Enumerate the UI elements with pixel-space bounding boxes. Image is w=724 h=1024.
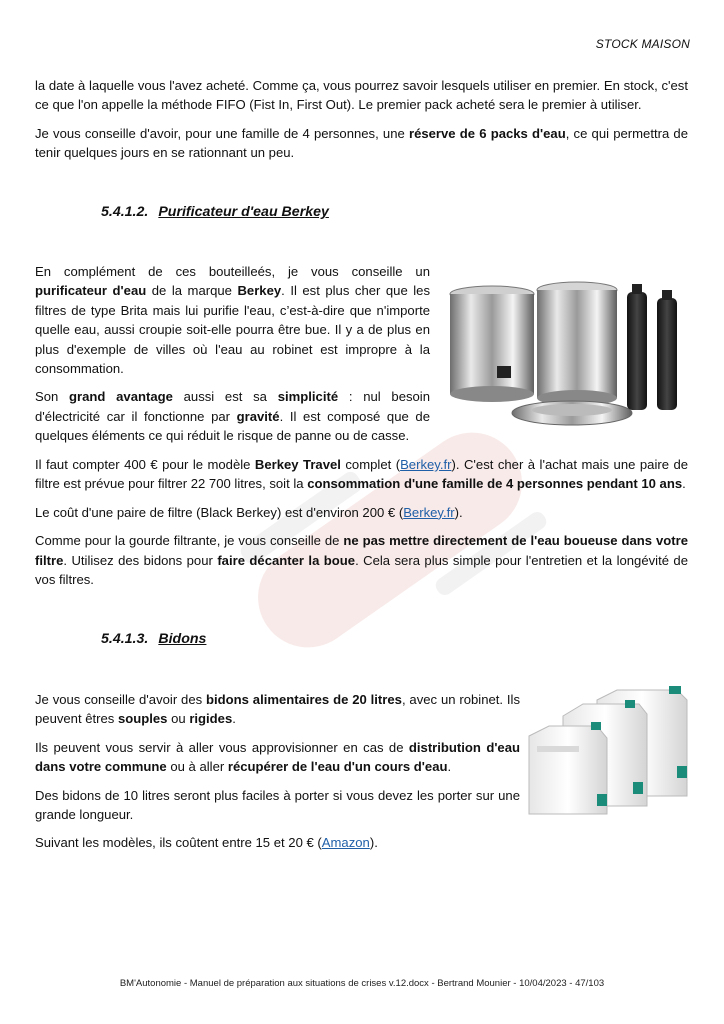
bidons-paragraph-3: Des bidons de 10 litres seront plus faciles à porter si vous devez les porter sur une grande longueur.: [35, 787, 520, 823]
berkey-paragraph-5: Comme pour la gourde filtrante, je vous conseille de ne pas mettre directement de l'eau boueuse dans votre filtre. Utilisez des bidons pour faire décanter la boue. Cela sera plus simple pour l'entretien et la longévité de vos filtres.: [35, 533, 688, 588]
berkey-paragraph-3: Il faut compter 400 € pour le modèle Berkey Travel complet (Berkey.fr). C'est cher à l'achat mais une paire de filtre est prévue pour filtrer 22 700 litres, soit la consommation d'une famille de 4 personnes pendant 10 ans.: [35, 457, 689, 492]
berkey-paragraph-4: Le coût d'une paire de filtre (Black Berkey) est d'environ 200 € (Berkey.fr).: [35, 504, 463, 520]
bidons-text-block: [35, 690, 520, 853]
bidons-paragraph-4: Suivant les modèles, ils coûtent entre 15 et 20 € (Amazon).: [35, 835, 378, 851]
bidons-paragraph-1: Je vous conseille d'avoir des bidons alimentaires de 20 litres, avec un robinet. Ils peuvent êtres souples ou rigides.: [35, 692, 521, 727]
berkey-paragraph-1: En complément de ces bouteilleés, je vous conseille un purificateur d'eau de la marque Berkey. Il est plus cher que les filtres de type Brita mais lui purifie l'eau, c’est-à-dire que n'importe quelle eau, aussi croupie soit-elle pourra être bue. Il y a de plus en plus d'exemple de villes où l'eau au robinet est impropre à la consommation.: [35, 264, 431, 377]
section-heading-berkey: 5.4.1.2. Purificateur d'eau Berkey: [101, 204, 329, 220]
berkey-full-block: [35, 455, 688, 589]
section-heading-bidons: 5.4.1.3. Bidons: [101, 631, 207, 647]
bidons-paragraph-2: Ils peuvent vous servir à aller vous approvisionner en cas de distribution d'eau dans votre commune ou à aller récupérer de l'eau d'un cours d'eau.: [35, 739, 520, 775]
page-header: STOCK MAISON: [595, 37, 690, 51]
amazon-link[interactable]: Amazon: [321, 835, 370, 851]
page-footer: BM'Autonomie - Manuel de préparation aux situations de crises v.12.docx - Bertrand Mounier - 10/04/2023 - 47/103: [119, 978, 605, 989]
jerrycans-image: [527, 686, 695, 816]
berkey-text-block: [35, 262, 430, 446]
intro-paragraph-2: Je vous conseille d'avoir, pour une famille de 4 personnes, une réserve de 6 packs d'eau, ce qui permettra de tenir quelques jours en se rationnant un peu.: [35, 125, 688, 161]
intro-block: [35, 76, 688, 163]
berkey-link-1[interactable]: Berkey.fr: [400, 457, 452, 472]
berkey-paragraph-2: Son grand avantage aussi est sa simplicité : nul besoin d'électricité car il fonctionne par gravité. Il est composé que de quelques éléments ce qui réduit le risque de panne ou de casse.: [35, 389, 430, 444]
intro-paragraph-1: la date à laquelle vous l'avez acheté. Comme ça, vous pourrez savoir lesquels utiliser en premier. En stock, c'est ce que l'on appelle la méthode FIFO (Fist In, First Out). Le premier pack acheté sera le premier à utiliser.: [35, 78, 688, 113]
berkey-link-2[interactable]: Berkey.fr: [403, 504, 455, 520]
berkey-purifier-image: [447, 278, 692, 433]
